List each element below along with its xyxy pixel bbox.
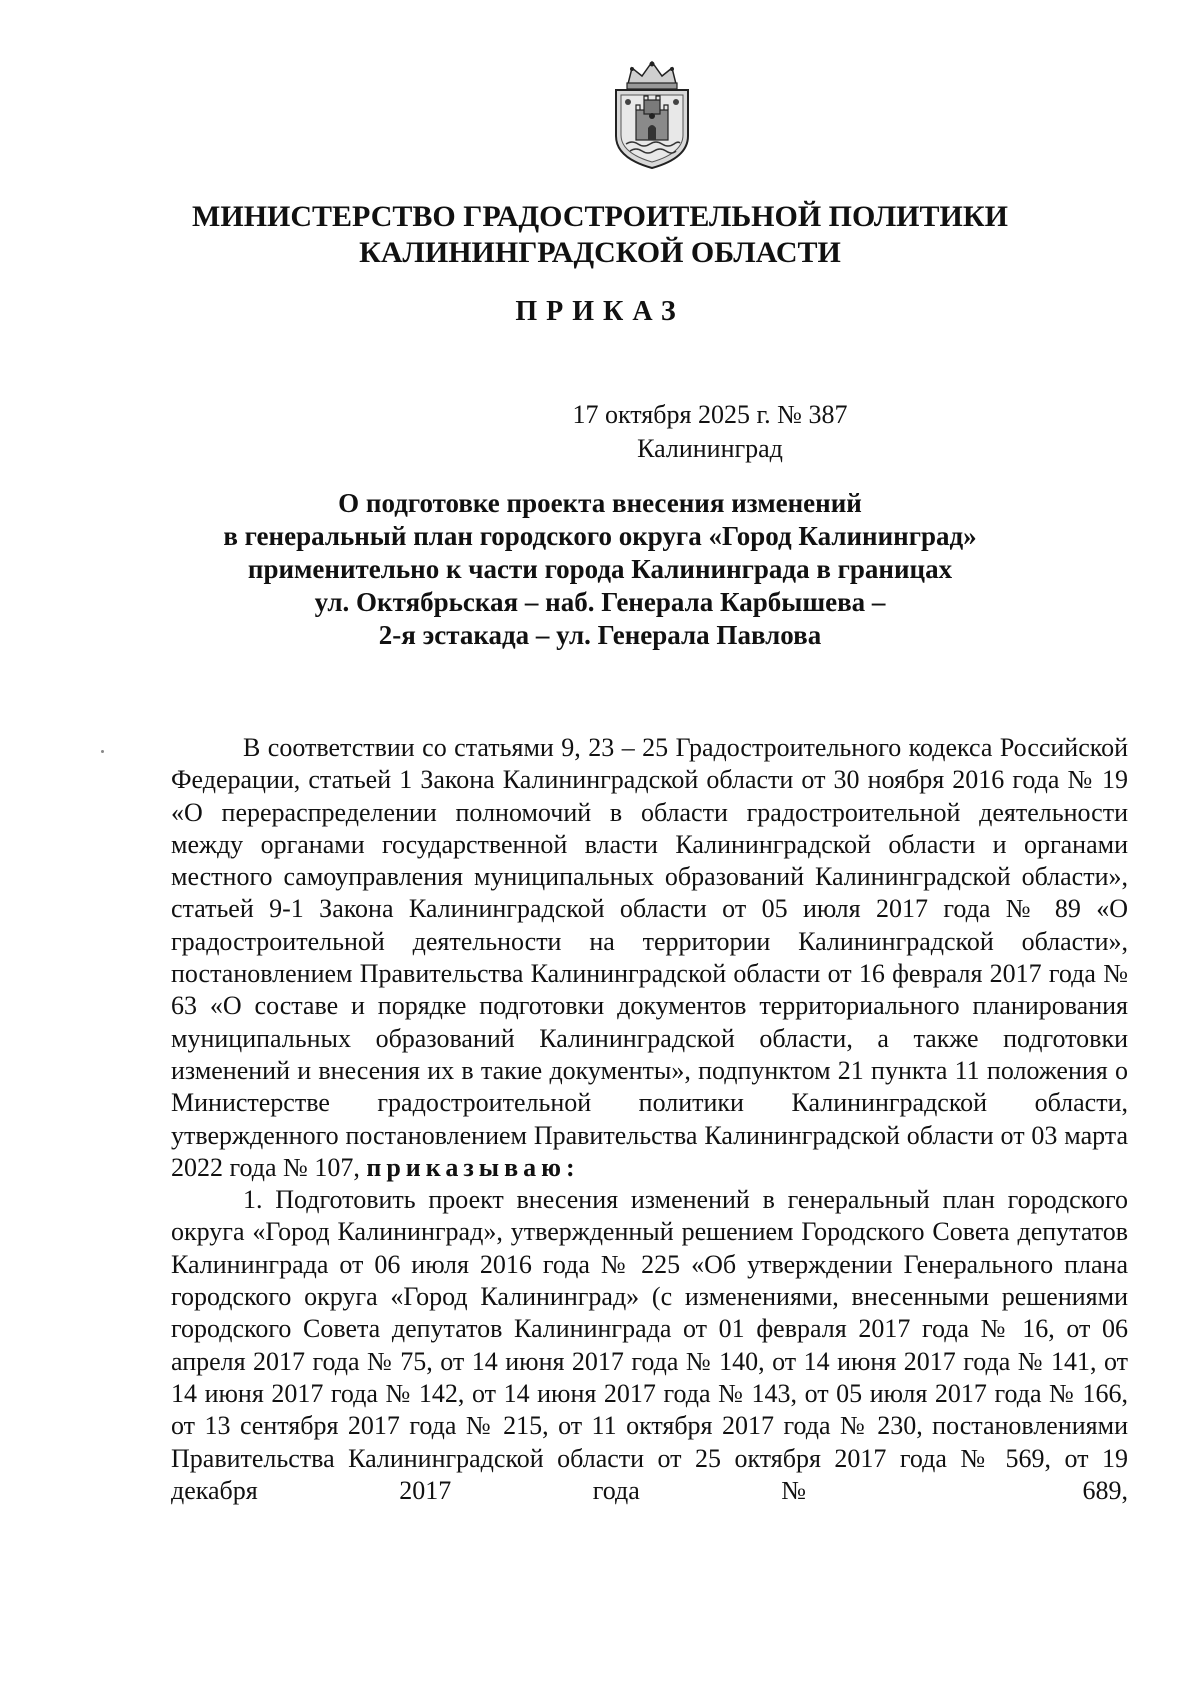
title-line: О подготовке проекта внесения изменений <box>338 488 862 518</box>
order-date-block <box>110 398 1200 466</box>
title-line: в генеральный план городского округа «Город Калининград» <box>223 521 977 551</box>
scan-speck <box>101 750 104 753</box>
order-body <box>171 732 1128 1507</box>
title-line: 2-я эстакада – ул. Генерала Павлова <box>378 620 822 650</box>
order-heading: ПРИКАЗ <box>515 296 685 327</box>
order-date-number: 17 октября 2025 г. № 387 <box>572 400 848 429</box>
title-line: применительно к части города Калининграда в границах <box>247 554 953 584</box>
preamble-paragraph <box>171 732 1128 1184</box>
item-1-paragraph: 1. Подготовить проект внесения изменений в генеральный план городского округа «Город Калининград», утвержденный решением Городского Совета депутатов Калининграда от 06 июля 2016 года № 225 «Об утверждении Генерального плана городского округа «Город Калининград» (с изменениями, внесенными решениями городского Совета депутатов Калининграда от 01 февраля 2017 года № 16, от 06 апреля 2017 года № 75, от 14 июня 2017 года № 140, от 14 июня 2017 года № 141, от 14 июня 2017 года № 142, от 14 июня 2017 года № 143, от 05 июля 2017 года № 166, от 13 сентября 2017 года № 215, от 11 октября 2017 года № 230, постановлениями Правительства Калининградской области от 25 октября 2017 года № 569, от 19 декабря 2017 года № 689, <box>171 1185 1128 1505</box>
ministry-heading <box>0 199 1200 271</box>
kaliningrad-coat-of-arms-icon <box>606 58 698 170</box>
decree-word: приказываю: <box>366 1152 580 1182</box>
preamble-text: В соответствии со статьями 9, 23 – 25 Градостроительного кодекса Российской Федерации, статьей 1 Закона Калининградской области от 30 ноября 2016 года № 19 «О перераспределении полномочий в области градостроительной деятельности между органами государственной власти Калининградской области и органами местного самоуправления муниципальных образований Калининградской области», статьей 9-1 Закона Калининградской области от 05 июля 2017 года № 89 «О градостроительной деятельности на территории Калининградской области», постановлением Правительства Калининградской области от 16 февраля 2017 года № 63 «О составе и порядке подготовки документов территориального планирования муниципальных образований Калининградской области, а также подготовки изменений и внесения их в такие документы», подпунктом 21 пункта 11 положения о Министерстве градостроительной политики Калининградской области, утвержденного постановлением Правительства Калининградской области от 03 марта 2022 года № 107, <box>171 733 1128 1182</box>
order-title <box>0 487 1200 652</box>
order-city: Калининград <box>637 434 783 463</box>
ministry-line-2: КАЛИНИНГРАДСКОЙ ОБЛАСТИ <box>359 236 841 269</box>
ministry-line-1: МИНИСТЕРСТВО ГРАДОСТРОИТЕЛЬНОЙ ПОЛИТИКИ <box>192 200 1008 233</box>
title-line: ул. Октябрьская – наб. Генерала Карбышева – <box>314 587 886 617</box>
